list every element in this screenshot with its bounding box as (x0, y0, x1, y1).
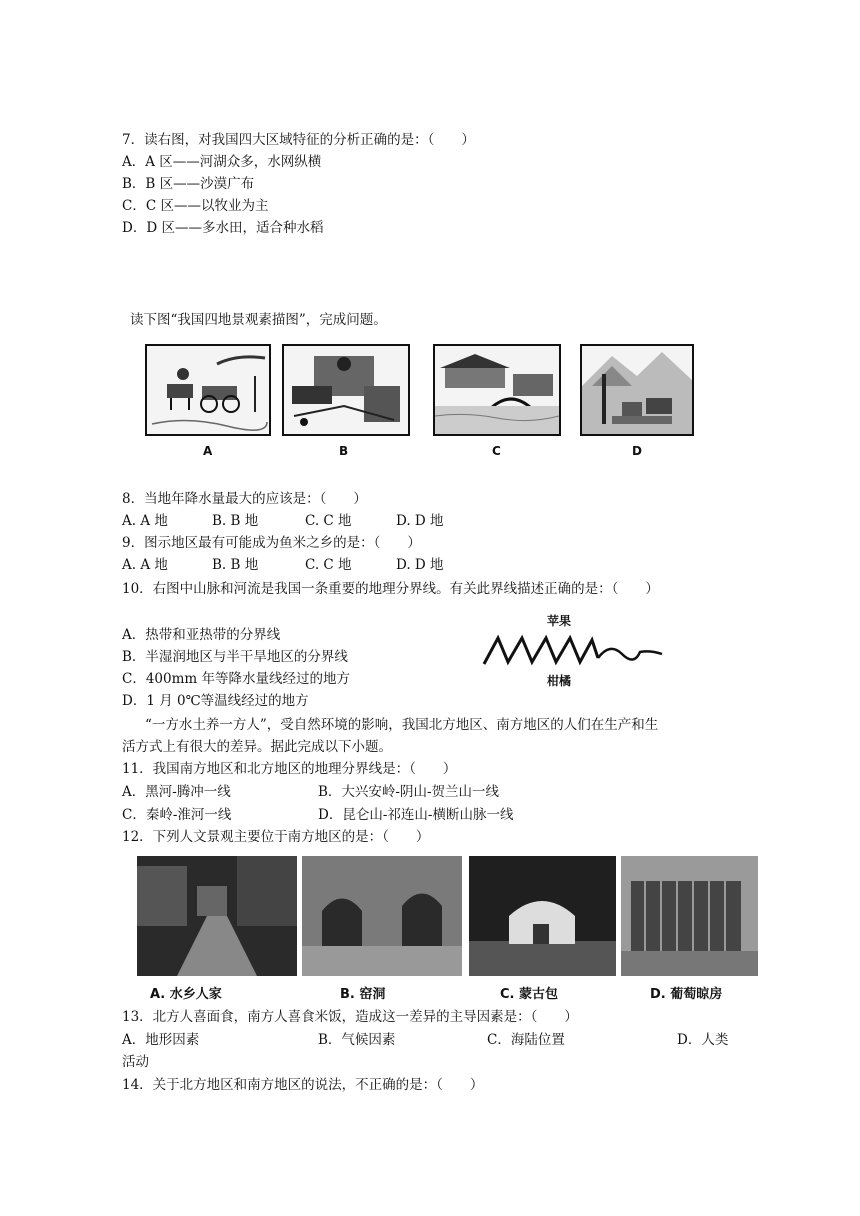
photo-caption-d: D. 葡萄晾房 (650, 987, 723, 1002)
q12-stem: 12．下列人文景观主要位于南方地区的是：（ ） (122, 829, 430, 845)
q13-option-b: B．气候因素 (318, 1032, 396, 1048)
q7-option-c: C．C 区——以牧业为主 (122, 198, 269, 214)
q7-stem: 7．读右图，对我国四大区域特征的分析正确的是：（ ） (122, 132, 475, 148)
q11-option-b: B．大兴安岭-阴山-贺兰山一线 (318, 784, 500, 800)
photo-caption-b: B. 窑洞 (340, 987, 386, 1002)
sketch-label-b: B (339, 444, 349, 458)
photo-d-grape-drying-house (621, 856, 758, 976)
q8-option-b: B. B 地 (212, 513, 259, 529)
sketch-b-cave-workers (282, 344, 410, 436)
q7-option-a: A．A 区——河湖众多，水网纵横 (122, 154, 322, 170)
q10-option-a: A．热带和亚热带的分界线 (122, 627, 281, 643)
q13-option-a: A．地形因素 (122, 1032, 200, 1048)
sketch-label-a: A (203, 444, 213, 458)
q9-stem: 9．图示地区最有可能成为鱼米之乡的是：（ ） (122, 535, 421, 551)
q11-stem: 11．我国南方地区和北方地区的地理分界线是：（ ） (122, 761, 457, 777)
q9-option-a: A. A 地 (122, 557, 168, 573)
q9-option-b: B. B 地 (212, 557, 259, 573)
q13-stem: 13．北方人喜面食，南方人喜食米饭，造成这一差异的主导因素是：（ ） (122, 1009, 578, 1025)
photo-b-cave-dwelling (302, 856, 462, 976)
q8-option-c: C. C 地 (305, 513, 352, 529)
q11-option-a: A．黑河-腾冲一线 (122, 784, 231, 800)
q13-option-d-continued: 活动 (122, 1054, 149, 1070)
q10-stem: 10．右图中山脉和河流是我国一条重要的地理分界线。有关此界线描述正确的是：（ ） (122, 581, 659, 597)
q8-stem: 8．当地年降水量最大的应该是：（ ） (122, 491, 367, 507)
q7-option-d: D．D 区——多水田，适合种水稻 (122, 220, 324, 236)
q13-option-d: D．人类 (677, 1032, 729, 1048)
q13-option-c: C．海陆位置 (487, 1032, 565, 1048)
q8-option-d: D. D 地 (396, 513, 444, 529)
photo-c-yurt (469, 856, 616, 976)
map-label-citrus: 柑橘 (547, 674, 572, 688)
q7-option-b: B．B 区——沙漠广布 (122, 176, 255, 192)
landscape-intro: 读下图“我国四地景观素描图”，完成问题。 (130, 312, 387, 328)
passage-line-1: “一方水土养一方人”，受自然环境的影响，我国北方地区、南方地区的人们在生产和生 (145, 717, 659, 733)
photo-a-water-town (137, 856, 297, 976)
photo-caption-a: A. 水乡人家 (150, 987, 222, 1002)
sketch-c-water-town (433, 344, 561, 436)
sketch-label-c: C (492, 444, 501, 458)
q10-option-b: B．半湿润地区与半干旱地区的分界线 (122, 649, 348, 665)
sketch-a-oxcart (145, 344, 271, 436)
q10-option-c: C．400mm 年等降水量线经过的地方 (122, 671, 350, 687)
map-label-apple: 苹果 (547, 614, 572, 628)
q9-option-d: D. D 地 (396, 557, 444, 573)
sketch-d-mountain-village (580, 344, 694, 436)
passage-line-2: 活方式上有很大的差异。据此完成以下小题。 (122, 739, 392, 755)
photo-caption-c: C. 蒙古包 (500, 987, 559, 1002)
q11-option-c: C．秦岭-淮河一线 (122, 807, 232, 823)
q11-option-d: D．昆仑山-祁连山-横断山脉一线 (318, 807, 514, 823)
q8-option-a: A. A 地 (122, 513, 168, 529)
q9-option-c: C. C 地 (305, 557, 352, 573)
qinling-huaihe-line (480, 632, 665, 670)
sketch-label-d: D (632, 444, 642, 458)
q14-stem: 14．关于北方地区和南方地区的说法，不正确的是：（ ） (122, 1077, 484, 1093)
q10-option-d: D．1 月 0℃等温线经过的地方 (122, 693, 309, 709)
